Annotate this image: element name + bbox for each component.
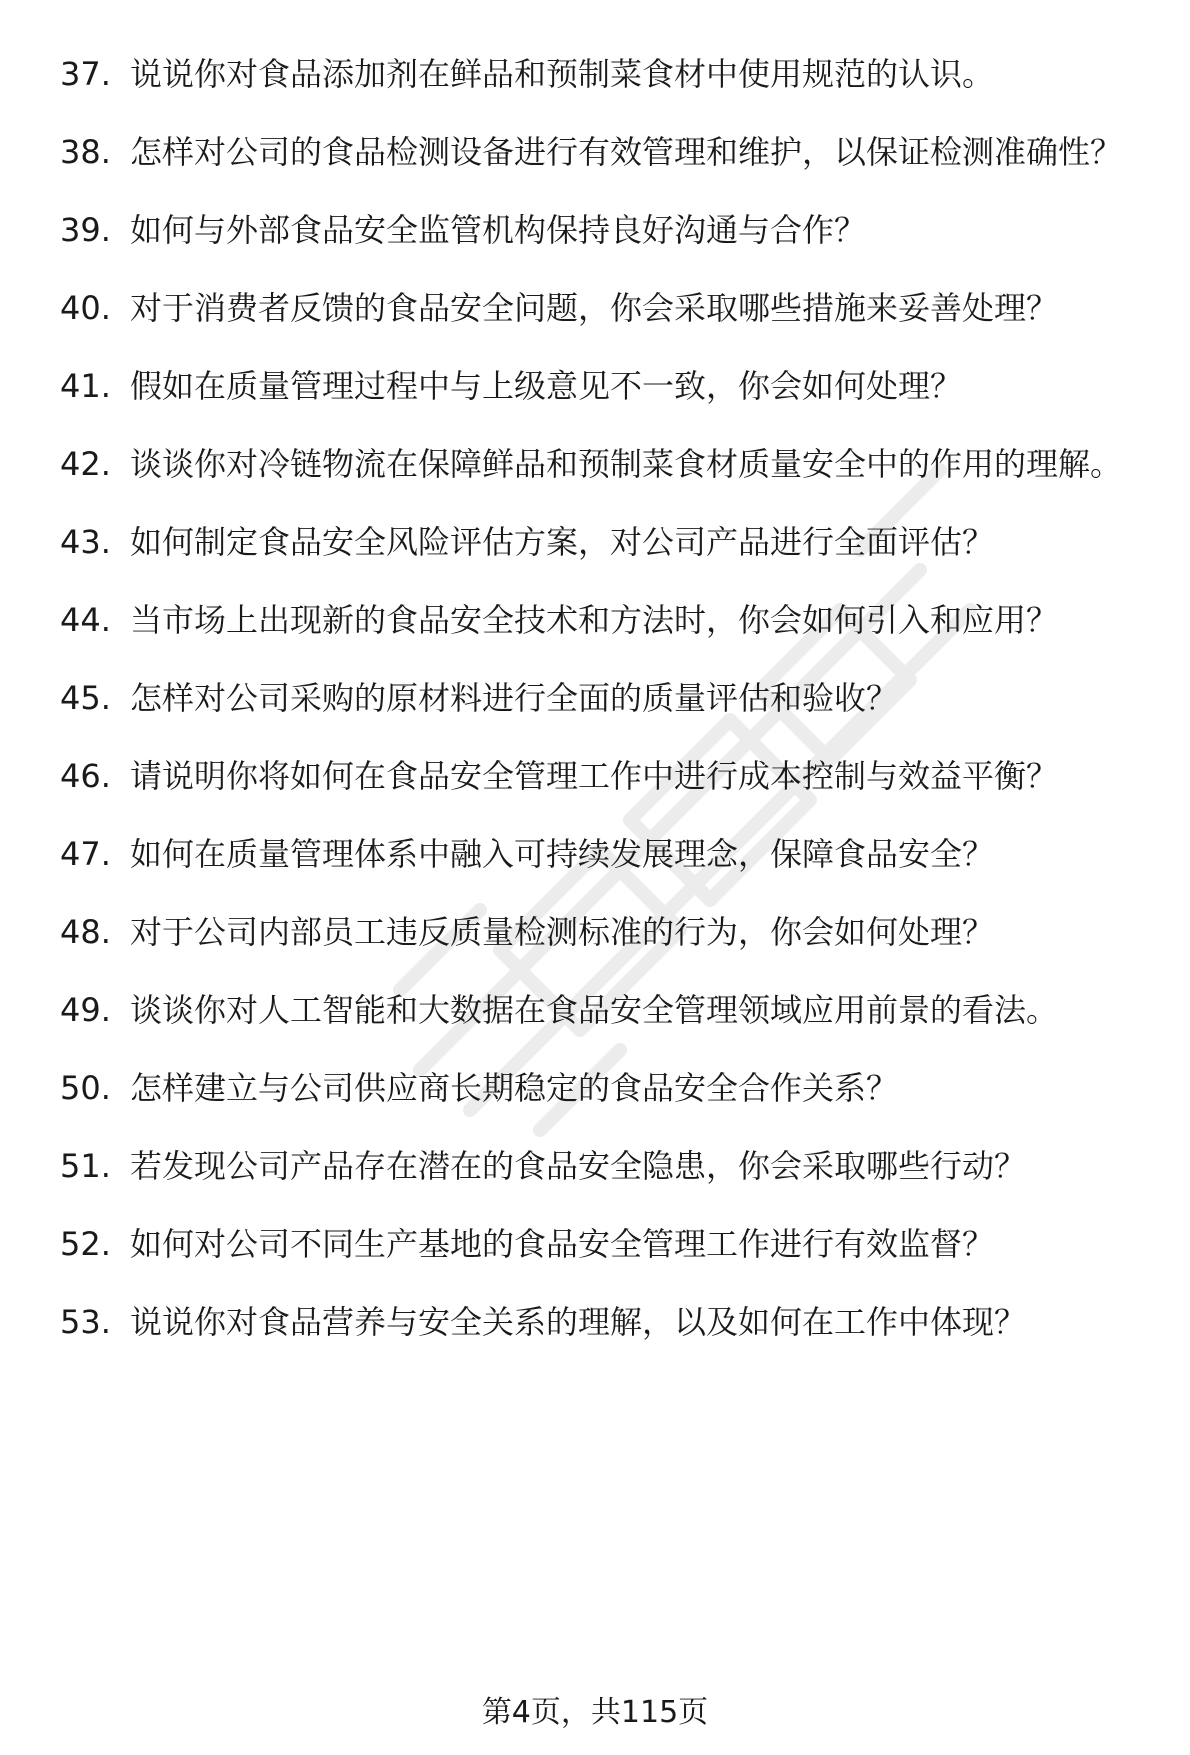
question-text: 怎样建立与公司供应商长期稳定的食品安全合作关系？ bbox=[130, 1069, 899, 1107]
question-text: 怎样对公司采购的原材料进行全面的质量评估和验收？ bbox=[130, 679, 899, 717]
question-item bbox=[0, 130, 1190, 175]
question-text: 假如在质量管理过程中与上级意见不一致，你会如何处理？ bbox=[130, 367, 963, 405]
question-number: 45. bbox=[60, 679, 111, 717]
question-text: 如何与外部食品安全监管机构保持良好沟通与合作？ bbox=[130, 211, 867, 249]
question-text: 谈谈你对人工智能和大数据在食品安全管理领域应用前景的看法。 bbox=[130, 991, 1059, 1029]
question-number: 41. bbox=[60, 367, 111, 405]
question-text: 说说你对食品添加剂在鲜品和预制菜食材中使用规范的认识。 bbox=[130, 55, 995, 93]
question-number: 46. bbox=[60, 757, 111, 795]
question-text: 说说你对食品营养与安全关系的理解，以及如何在工作中体现？ bbox=[130, 1303, 1027, 1341]
question-text: 怎样对公司的食品检测设备进行有效管理和维护，以保证检测准确性？ bbox=[130, 133, 1123, 171]
question-number: 43. bbox=[60, 523, 111, 561]
question-item bbox=[0, 676, 1190, 721]
question-text: 如何对公司不同生产基地的食品安全管理工作进行有效监督？ bbox=[130, 1225, 995, 1263]
question-item bbox=[0, 442, 1190, 487]
question-text: 请说明你将如何在食品安全管理工作中进行成本控制与效益平衡？ bbox=[130, 757, 1059, 795]
question-list bbox=[0, 52, 1190, 1378]
question-number: 40. bbox=[60, 289, 111, 327]
question-item bbox=[0, 364, 1190, 409]
question-item bbox=[0, 988, 1190, 1033]
question-item bbox=[0, 1144, 1190, 1189]
question-number: 47. bbox=[60, 835, 111, 873]
question-text: 谈谈你对冷链物流在保障鲜品和预制菜食材质量安全中的作用的理解。 bbox=[130, 445, 1123, 483]
question-number: 39. bbox=[60, 211, 111, 249]
question-item bbox=[0, 910, 1190, 955]
question-item bbox=[0, 1222, 1190, 1267]
question-text: 如何在质量管理体系中融入可持续发展理念，保障食品安全？ bbox=[130, 835, 995, 873]
question-number: 42. bbox=[60, 445, 111, 483]
question-number: 49. bbox=[60, 991, 111, 1029]
question-number: 52. bbox=[60, 1225, 111, 1263]
question-item bbox=[0, 52, 1190, 97]
question-number: 44. bbox=[60, 601, 111, 639]
page-footer: 第4页，共115页 bbox=[481, 1695, 709, 1730]
question-number: 50. bbox=[60, 1069, 111, 1107]
question-item bbox=[0, 754, 1190, 799]
question-number: 53. bbox=[60, 1303, 111, 1341]
question-number: 51. bbox=[60, 1147, 111, 1185]
question-item bbox=[0, 286, 1190, 331]
question-number: 48. bbox=[60, 913, 111, 951]
question-text: 若发现公司产品存在潜在的食品安全隐患，你会采取哪些行动？ bbox=[130, 1147, 1027, 1185]
question-item bbox=[0, 1066, 1190, 1111]
question-item bbox=[0, 832, 1190, 877]
question-item bbox=[0, 208, 1190, 253]
question-item bbox=[0, 598, 1190, 643]
question-number: 37. bbox=[60, 55, 111, 93]
question-text: 对于公司内部员工违反质量检测标准的行为，你会如何处理？ bbox=[130, 913, 995, 951]
question-text: 对于消费者反馈的食品安全问题，你会采取哪些措施来妥善处理？ bbox=[130, 289, 1059, 327]
question-number: 38. bbox=[60, 133, 111, 171]
question-item bbox=[0, 1300, 1190, 1345]
question-text: 当市场上出现新的食品安全技术和方法时，你会如何引入和应用？ bbox=[130, 601, 1059, 639]
question-item bbox=[0, 520, 1190, 565]
question-text: 如何制定食品安全风险评估方案，对公司产品进行全面评估？ bbox=[130, 523, 995, 561]
